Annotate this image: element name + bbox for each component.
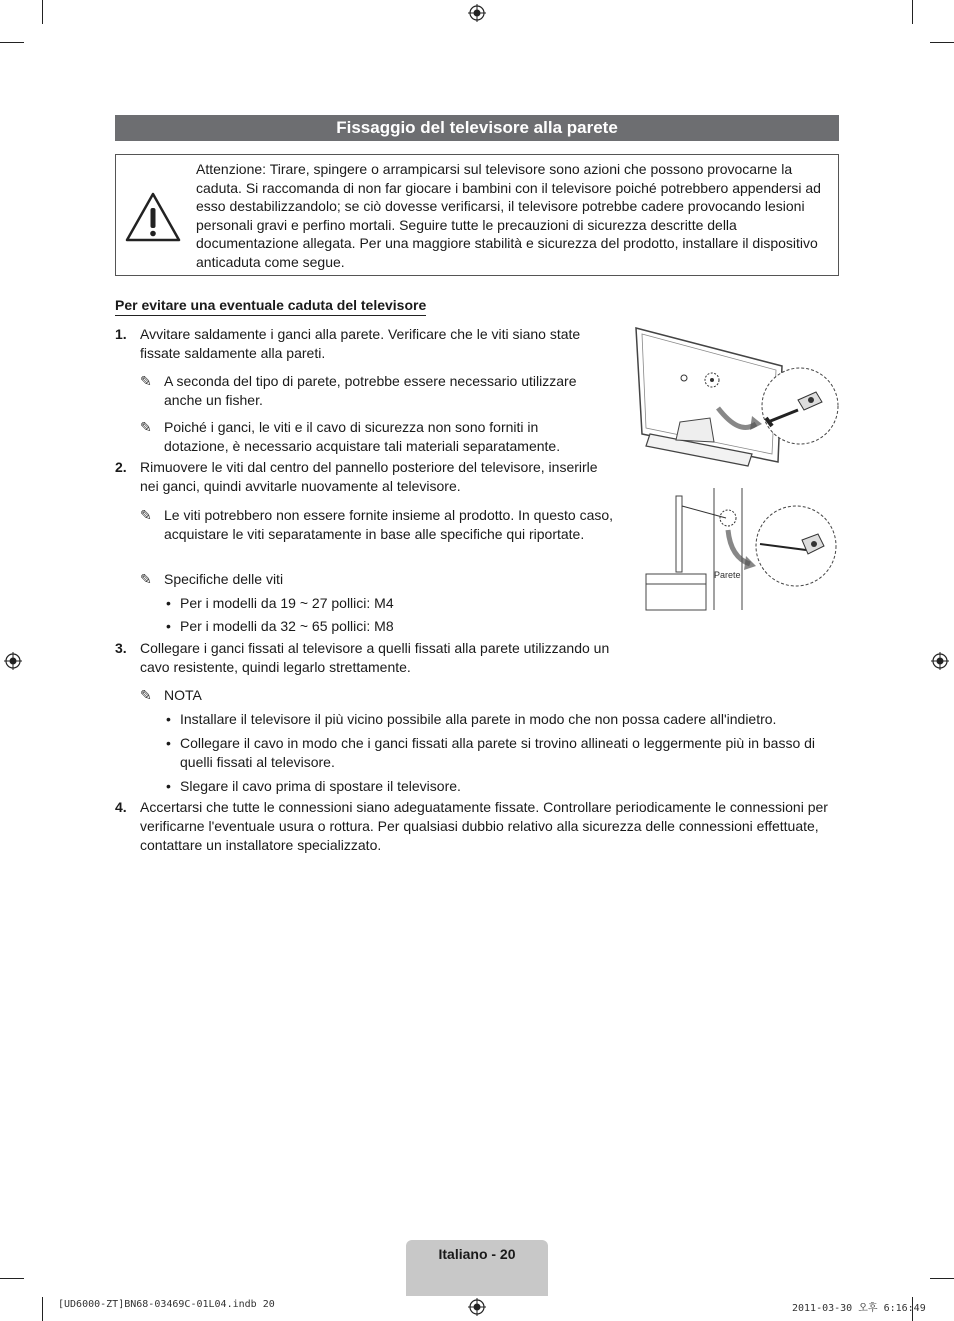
crop-mark — [42, 1297, 43, 1321]
note-label: NOTA — [164, 687, 202, 703]
note-icon: ✎ — [140, 687, 152, 703]
wall-side-illustration — [642, 488, 842, 612]
warning-body: : Tirare, spingere o arrampicarsi sul televisore sono azioni che possono provocarne la caduta. Si raccomanda di non far giocare i bambini con il televisore poiché potrebbero appendersi ad esso destabilizzandolo; se ciò dovesse verificarsi, il televisore potrebbe cadere provocando lesioni personali gravi e perfino mortali. Seguire tutte le precauzioni di sicurezza descritte della documentazione allegata. Per una maggiore stabilità e sicurezza del prodotto, installare il dispositivo anticaduta come segue. — [196, 161, 821, 270]
warning-label: Attenzione — [196, 161, 263, 177]
wall-label: Parete — [714, 570, 741, 580]
note-icon: ✎ — [140, 507, 152, 523]
warning-text — [196, 160, 828, 272]
bullet-icon: • — [166, 595, 171, 611]
step-text: Avvitare saldamente i ganci alla parete. Verificare che le viti siano state fissate saldamente alla pareti. — [140, 326, 581, 361]
note-icon: ✎ — [140, 419, 152, 435]
bullet-text: Slegare il cavo prima di spostare il televisore. — [180, 778, 461, 794]
bullet-text: Installare il televisore il più vicino possibile alla parete in modo che non possa cadere all'indietro. — [180, 711, 777, 727]
step-number: 2. — [115, 459, 127, 475]
step-number: 4. — [115, 799, 127, 815]
footer-timestamp: 2011-03-30 오후 6:16:49 — [792, 1303, 926, 1314]
crop-mark — [912, 0, 913, 24]
bullet-icon: • — [166, 735, 171, 751]
step-text: Rimuovere le viti dal centro del pannello posteriore del televisore, inserirle nei ganci, quindi avvitarle nuovamente al televisore. — [140, 459, 598, 494]
registration-mark-icon — [4, 652, 22, 670]
step-text: Accertarsi che tutte le connessioni siano adeguatamente fissate. Controllare periodicamente le connessioni per verificarne l'eventuale usura o rottura. Per qualsiasi dubbio relativo alla sicurezza delle connessioni effettuate, contattare un installatore specializzato. — [140, 799, 828, 853]
crop-mark — [0, 42, 24, 43]
bullet-text: Collegare il cavo in modo che i ganci fissati alla parete si trovino allineati o leggermente più in basso di quelli fissati al televisore. — [180, 735, 816, 770]
note-icon: ✎ — [140, 373, 152, 389]
crop-mark — [930, 42, 954, 43]
note-icon: ✎ — [140, 571, 152, 587]
bullet-text: Per i modelli da 19 ~ 27 pollici: M4 — [180, 595, 394, 611]
bullet-icon: • — [166, 618, 171, 634]
registration-mark-icon — [931, 652, 949, 670]
page-number: Italiano - 20 — [438, 1246, 516, 1262]
crop-mark — [930, 1278, 954, 1279]
note-text: Poiché i ganci, le viti e il cavo di sicurezza non sono forniti in dotazione, è necessario acquistare tali materiali separatamente. — [164, 419, 561, 454]
step-number: 3. — [115, 640, 127, 656]
note-text: A seconda del tipo di parete, potrebbe essere necessario utilizzare anche un fisher. — [164, 373, 577, 408]
section-title: Fissaggio del televisore alla parete — [115, 115, 839, 141]
bullet-icon: • — [166, 711, 171, 727]
registration-mark-icon — [468, 4, 486, 22]
registration-mark-icon — [468, 1298, 486, 1316]
step-number: 1. — [115, 326, 127, 342]
warning-triangle-icon — [124, 191, 182, 243]
warning-box — [115, 154, 839, 276]
bullet-icon: • — [166, 778, 171, 794]
subheading: Per evitare una eventuale caduta del televisore — [115, 297, 426, 316]
note-text: Le viti potrebbero non essere fornite insieme al prodotto. In questo caso, acquistare le viti separatamente in base alle specifiche qui riportate. — [164, 507, 614, 542]
step-text: Collegare i ganci fissati al televisore a quelli fissati alla parete utilizzando un cavo resistente, quindi legarlo strettamente. — [140, 640, 610, 675]
note-text: Specifiche delle viti — [164, 571, 284, 587]
tv-back-illustration — [632, 322, 840, 470]
crop-mark — [0, 1278, 24, 1279]
bullet-text: Per i modelli da 32 ~ 65 pollici: M8 — [180, 618, 394, 634]
crop-mark — [42, 0, 43, 24]
footer-file: [UD6000-ZT]BN68-03469C-01L04.indb 20 — [58, 1299, 275, 1310]
